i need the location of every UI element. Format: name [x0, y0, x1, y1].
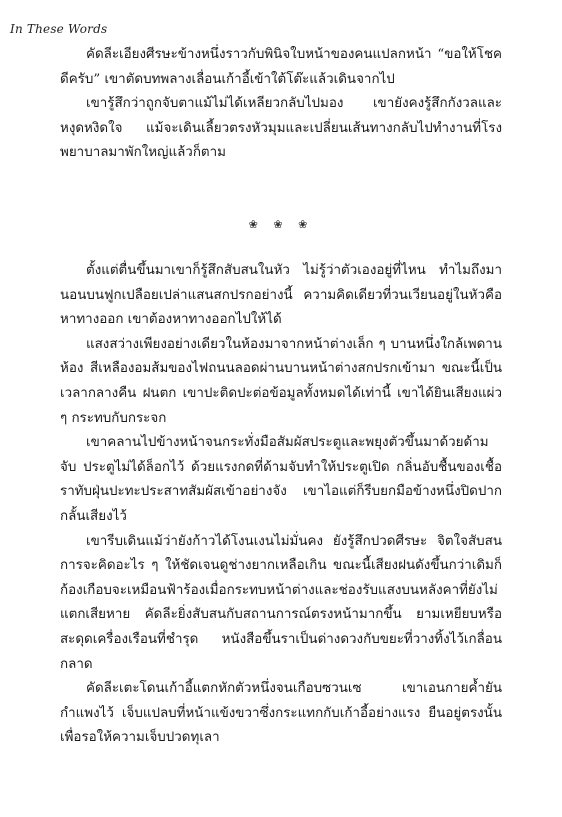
section-2	[0, 259, 562, 751]
paragraph: เขารู้สึกว่าถูกจับตาแม้ไม่ได้เหลียวกลับไปมอง เขายังคงรู้สึกกังวลและหงุดหงิดใจ แม้จะเดินเลี้ยวตรงหัวมุมและเปลี่ยนเส้นทางกลับไปทำงานที่โรงพยาบาลมาพักใหญ่แล้วก็ตาม	[60, 96, 502, 161]
running-title: In These Words	[10, 22, 108, 36]
paragraph: เขารีบเดินแม้ว่ายังก้าวได้โงนเงนไม่มั่นคง ยังรู้สึกปวดศีรษะ จิตใจสับสน การจะคิดอะไร ๆ ให้ชัดเจนดูช่างยากเหลือเกิน ขณะนี้เสียงฝนดังขึ้นกว่าเดิมก็ก้องเกือบจะเหมือนฟ้าร้องเมื่อกระทบหน้าต่างและช่องรับแสงบนหลังคาที่ยังไม่แตกเสียหาย คัดลีะยิ่งสับสนกับสถานการณ์ตรงหน้ามากขึ้น ยามเหยียบหรือสะดุดเครื่องเรือนที่ชำรุด หนังสือขึ้นราเป็นด่างดวงกับขยะที่วางทิ้งไว้เกลื่อนกลาด	[60, 533, 502, 672]
paragraph: เขาคลานไปข้างหน้าจนกระทั่งมือสัมผัสประตูและพยุงตัวขึ้นมาด้วยด้ามจับ ประตูไม่ได้ล็อกไว้ ด้วยแรงกดที่ด้ามจับทำให้ประตูเปิด กลิ่นอับชื้นของเชื้อราทับฝุ่นปะทะประสาทสัมผัสเข้าอย่างจัง เขาไอแต่ก็รีบยกมือข้างหนึ่งปิดปากกลั้นเสียงไว้	[60, 435, 502, 524]
paragraph: คัดลีะเตะโดนเก้าอี้แตกหักตัวหนึ่งจนเกือบซวนเซ เขาเอนกายค้ำยันกำแพงไว้ เจ็บแปลบที่หน้าแข้งขวาซึ่งกระแทกกับเก้าอี้อย่างแรง ยืนอยู่ตรงนั้นเพื่อรอให้ความเจ็บปวดทุเลา	[60, 681, 502, 746]
section-1	[0, 43, 562, 166]
paragraph: แสงสว่างเพียงอย่างเดียวในห้องมาจากหน้าต่างเล็ก ๆ บานหนึ่งใกล้เพดานห้อง สีเหลืองอมส้มของไฟถนนลอดผ่านบานหน้าต่างสกปรกเข้ามา ขณะนี้เป็นเวลากลางคืน ฝนตก เขาปะติดปะต่อข้อมูลทั้งหมดได้เท่านี้ เขาได้ยินเสียงแผ่ว ๆ กระทบกับกระจก	[60, 336, 502, 426]
paragraph: คัดลีะเอียงศีรษะข้างหนึ่งราวกับพินิจใบหน้าของคนแปลกหน้า “ขอให้โชคดีครับ” เขาตัดบทพลางเลื่อนเก้าอี้เข้าใต้โต๊ะแล้วเดินจากไป	[60, 47, 502, 87]
section-divider: ❀ ❀ ❀	[248, 218, 314, 231]
paragraph: ตั้งแต่ตื่นขึ้นมาเขาก็รู้สึกสับสนในหัว ไม่รู้ว่าตัวเองอยู่ที่ไหน ทำไมถึงมานอนบนฟูกเปลือยเปล่าแสนสกปรกอย่างนี้ ความคิดเดียวที่วนเวียนอยู่ในหัวคือหาทางออก เขาต้องหาทางออกไปให้ได้	[60, 263, 502, 328]
